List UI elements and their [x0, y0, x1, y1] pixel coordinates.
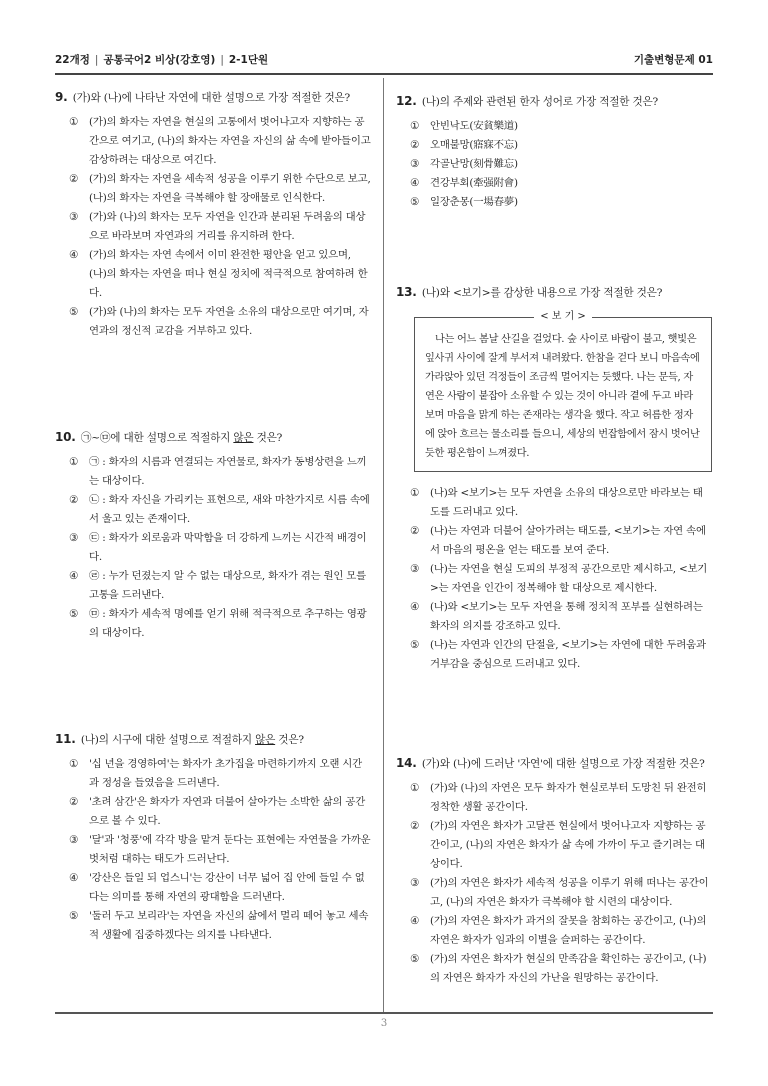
choice-text: 견강부회(牽强附會): [430, 177, 518, 189]
choice-5[interactable]: [396, 950, 714, 988]
choice-text: (가)의 자연은 화자가 과거의 잘못을 참회하는 공간이고, (나)의 자연은 화자가 임과의 이별을 슬퍼하는 공간이다.: [430, 915, 707, 946]
question-text: (나)의 주제와 관련된 한자 성어로 가장 적절한 것은?: [421, 96, 659, 108]
question-14: [396, 754, 714, 988]
choice-2[interactable]: [396, 817, 714, 874]
question-stem: [396, 754, 714, 774]
question-text: (가)와 (나)에 드러난 '자연'에 대한 설명으로 가장 적절한 것은?: [421, 758, 705, 770]
choice-4[interactable]: [55, 567, 373, 605]
choice-mark: ②: [69, 173, 79, 185]
choice-text: 일장춘몽(一場春夢): [430, 196, 518, 208]
choice-mark: ⑤: [69, 910, 79, 922]
choice-5[interactable]: [55, 303, 373, 341]
choice-text: ㉢ : 화자가 외로움과 막막함을 더 강하게 느끼는 시간적 배경이다.: [89, 532, 367, 563]
choice-1[interactable]: [55, 453, 373, 491]
choice-text: (가)의 화자는 자연을 세속적 성공을 이루기 위한 수단으로 보고, (나)의 화자는 자연을 극복해야 할 장애물로 인식한다.: [89, 173, 371, 204]
choice-3[interactable]: [396, 874, 714, 912]
choice-5[interactable]: [396, 636, 714, 674]
question-10: [55, 428, 373, 643]
choice-3[interactable]: [55, 831, 373, 869]
choice-text: (가)의 자연은 화자가 세속적 성공을 이루기 위해 떠나는 공간이고, (나)의 자연은 화자가 극복해야 할 시련의 대상이다.: [430, 877, 709, 908]
choice-list: [396, 779, 714, 988]
choice-mark: ①: [410, 487, 420, 499]
choice-text: 안빈낙도(安貧樂道): [430, 120, 518, 132]
question-stem: [55, 428, 373, 448]
page-number: 3: [380, 1018, 388, 1029]
question-stem: [55, 88, 373, 108]
choice-text: 오매불망(寤寐不忘): [430, 139, 518, 151]
question-stem: [396, 283, 714, 303]
choice-text: (가)의 자연은 화자가 현실의 만족감을 확인하는 공간이고, (나)의 자연은 화자가 자신의 가난을 원망하는 공간이다.: [430, 953, 707, 984]
footer-rule: [55, 1012, 713, 1014]
question-12: [396, 92, 714, 212]
question-emphasis: 않은: [255, 734, 276, 746]
header-unit: 2-1단원: [228, 54, 269, 66]
choice-4[interactable]: [55, 246, 373, 303]
question-11: [55, 730, 373, 945]
choice-1[interactable]: [55, 113, 373, 170]
choice-text: (나)와 <보기>는 모두 자연을 통해 정치적 포부를 실현하려는 화자의 의지를 강조하고 있다.: [430, 601, 703, 632]
bogi-passage: 나는 어느 봄날 산길을 걸었다. 숲 사이로 바람이 불고, 햇빛은 잎사귀 사이에 잘게 부서져 내려왔다. 한참을 걷다 보니 마음속에 가라앉아 있던 걱정들이 조금씩 멀어지는 듯했다. 나는 문득, 자연은 사람이 붙잡아 소유할 수 있는 것이 아니라 곁에 두고 바라보며 마음을 맑게 하는 존재라는 생각을 했다. 작고 허름한 정자에 앉아 흐르는 물소리를 들으니, 세상의 번잡함에서 잠시 벗어난 듯한 평온함이 느껴졌다.: [425, 334, 700, 459]
choice-4[interactable]: [396, 598, 714, 636]
choice-mark: ①: [410, 782, 420, 794]
question-number: 12.: [396, 94, 417, 108]
choice-2[interactable]: [396, 522, 714, 560]
choice-list: [396, 117, 714, 212]
choice-text: ㉤ : 화자가 세속적 명예를 얻기 위해 적극적으로 추구하는 영광의 대상이다.: [89, 608, 367, 639]
choice-mark: ③: [410, 158, 420, 170]
header-rule: [55, 73, 713, 75]
choice-mark: ④: [410, 601, 420, 613]
choice-mark: ③: [410, 563, 420, 575]
choice-text: ㉡ : 화자 자신을 가리키는 표현으로, 새와 마찬가지로 시름 속에서 울고 있는 존재이다.: [89, 494, 370, 525]
question-number: 13.: [396, 285, 417, 299]
choice-mark: ①: [69, 456, 79, 468]
header-textbook: 공통국어2 비상(강호영): [103, 54, 216, 66]
choice-text: ㉣ : 누가 던졌는지 알 수 없는 대상으로, 화자가 겪는 원인 모를 고통을 드러낸다.: [89, 570, 366, 601]
choice-list: [55, 755, 373, 945]
choice-mark: ②: [410, 139, 420, 151]
choice-text: (나)는 자연을 현실 도피의 부정적 공간으로만 제시하고, <보기>는 자연을 인간이 정복해야 할 대상으로 제시한다.: [430, 563, 708, 594]
question-text: ㉠~㉤에 대한 설명으로 적절하지: [80, 432, 234, 444]
question-number: 9.: [55, 90, 68, 104]
choice-text: '십 년을 경영하여'는 화자가 초가집을 마련하기까지 오랜 시간과 정성을 들였음을 드러낸다.: [89, 758, 362, 789]
choice-4[interactable]: [396, 912, 714, 950]
question-text-end: 것은?: [253, 432, 283, 444]
choice-mark: ①: [69, 758, 79, 770]
bogi-label: [415, 310, 711, 324]
choice-3[interactable]: [396, 155, 714, 174]
choice-text: (나)는 자연과 더불어 살아가려는 태도를, <보기>는 자연 속에서 마음의 평온을 얻는 태도를 보여 준다.: [430, 525, 706, 556]
choice-mark: ④: [69, 872, 79, 884]
question-13: [396, 283, 714, 674]
question-number: 10.: [55, 430, 76, 444]
choice-3[interactable]: [396, 560, 714, 598]
choice-text: '달'과 '청풍'에 각각 방을 맡겨 둔다는 표현에는 자연물을 가까운 벗처럼 대하는 태도가 드러난다.: [89, 834, 371, 865]
choice-text: (가)의 화자는 자연을 현실의 고통에서 벗어나고자 지향하는 공간으로 여기고, (나)의 화자는 자연을 자신의 삶 속에 받아들이고 감상하려는 대상으로 여긴다.: [89, 116, 371, 166]
header-curriculum: 22개정: [55, 54, 90, 66]
choice-text: ㉠ : 화자의 시름과 연결되는 자연물로, 화자가 동병상련을 느끼는 대상이다.: [89, 456, 367, 487]
choice-list: [396, 484, 714, 674]
choice-4[interactable]: [55, 869, 373, 907]
question-text-end: 것은?: [275, 734, 304, 746]
choice-mark: ②: [410, 525, 420, 537]
question-text: (나)의 시구에 대한 설명으로 적절하지: [80, 734, 256, 746]
choice-1[interactable]: [396, 779, 714, 817]
choice-3[interactable]: [55, 208, 373, 246]
choice-text: '강산은 들일 되 업스니'는 강산이 너무 넓어 집 안에 들일 수 없다는 의미를 통해 자연의 광대함을 드러낸다.: [89, 872, 365, 903]
choice-text: (가)와 (나)의 자연은 모두 화자가 현실로부터 도망친 뒤 완전히 정착한 생활 공간이다.: [430, 782, 707, 813]
choice-list: [55, 113, 373, 341]
choice-mark: ③: [69, 211, 79, 223]
choice-mark: ⑤: [69, 306, 79, 318]
header-separator: |: [94, 54, 99, 66]
question-number: 14.: [396, 756, 417, 770]
header-title: 기출변형문제 01: [633, 54, 713, 66]
choice-mark: ⑤: [410, 196, 420, 208]
choice-2[interactable]: [396, 136, 714, 155]
choice-mark: ⑤: [410, 953, 420, 965]
choice-1[interactable]: [55, 755, 373, 793]
question-9: [55, 88, 373, 341]
choice-3[interactable]: [55, 529, 373, 567]
choice-text: (나)와 <보기>는 모두 자연을 소유의 대상으로만 바라보는 태도를 드러내고 있다.: [430, 487, 703, 518]
choice-mark: ④: [69, 570, 79, 582]
question-emphasis: 않은: [233, 432, 254, 444]
choice-text: (가)의 자연은 화자가 고달픈 현실에서 벗어나고자 지향하는 공간이고, (나)의 자연은 화자가 삶 속에 가까이 두고 즐기려는 대상이다.: [430, 820, 706, 870]
choice-2[interactable]: [55, 793, 373, 831]
choice-mark: ⑤: [69, 608, 79, 620]
question-number: 11.: [55, 732, 76, 746]
bogi-label-text: < 보 기 >: [534, 311, 592, 322]
page-header: [55, 50, 713, 72]
choice-mark: ①: [69, 116, 79, 128]
choice-mark: ④: [69, 249, 79, 261]
choice-list: [55, 453, 373, 643]
question-stem: [396, 92, 714, 112]
choice-text: 각골난망(刻骨難忘): [430, 158, 518, 170]
choice-5[interactable]: [396, 193, 714, 212]
choice-mark: ④: [410, 177, 420, 189]
choice-5[interactable]: [55, 907, 373, 945]
header-separator: |: [220, 54, 224, 66]
choice-2[interactable]: [55, 170, 373, 208]
choice-4[interactable]: [396, 174, 714, 193]
question-text: (나)와 <보기>를 감상한 내용으로 가장 적절한 것은?: [421, 287, 663, 299]
choice-5[interactable]: [55, 605, 373, 643]
choice-text: '초려 삼간'은 화자가 자연과 더불어 살아가는 소박한 삶의 공간으로 볼 수 있다.: [89, 796, 366, 827]
choice-text: (가)의 화자는 자연 속에서 이미 완전한 평안을 얻고 있으며, (나)의 화자는 자연을 떠나 현실 정치에 적극적으로 참여하려 한다.: [89, 249, 368, 299]
choice-mark: ③: [69, 834, 79, 846]
choice-text: '둘러 두고 보리라'는 자연을 자신의 삶에서 멀리 떼어 놓고 세속적 생활에 집중하겠다는 의지를 나타낸다.: [89, 910, 369, 941]
column-divider: [383, 78, 384, 1012]
question-stem: [55, 730, 373, 750]
choice-mark: ②: [410, 820, 420, 832]
choice-mark: ①: [410, 120, 420, 132]
choice-mark: ⑤: [410, 639, 420, 651]
choice-text: (나)는 자연과 인간의 단절을, <보기>는 자연에 대한 두려움과 거부감을 중심으로 드러내고 있다.: [430, 639, 706, 670]
choice-mark: ③: [69, 532, 79, 544]
choice-text: (가)와 (나)의 화자는 모두 자연을 인간과 분리된 두려움의 대상으로 바라보며 자연과의 거리를 유지하려 한다.: [89, 211, 366, 242]
choice-mark: ④: [410, 915, 420, 927]
choice-mark: ②: [69, 796, 79, 808]
choice-1[interactable]: [396, 117, 714, 136]
choice-mark: ③: [410, 877, 420, 889]
bogi-box: [414, 311, 712, 472]
question-text: (가)와 (나)에 나타난 자연에 대한 설명으로 가장 적절한 것은?: [72, 92, 351, 104]
choice-mark: ②: [69, 494, 79, 506]
choice-2[interactable]: [55, 491, 373, 529]
choice-1[interactable]: [396, 484, 714, 522]
choice-text: (가)와 (나)의 화자는 모두 자연을 소유의 대상으로만 여기며, 자연과의 정신적 교감을 거부하고 있다.: [89, 306, 369, 337]
header-course-info: [55, 52, 268, 67]
